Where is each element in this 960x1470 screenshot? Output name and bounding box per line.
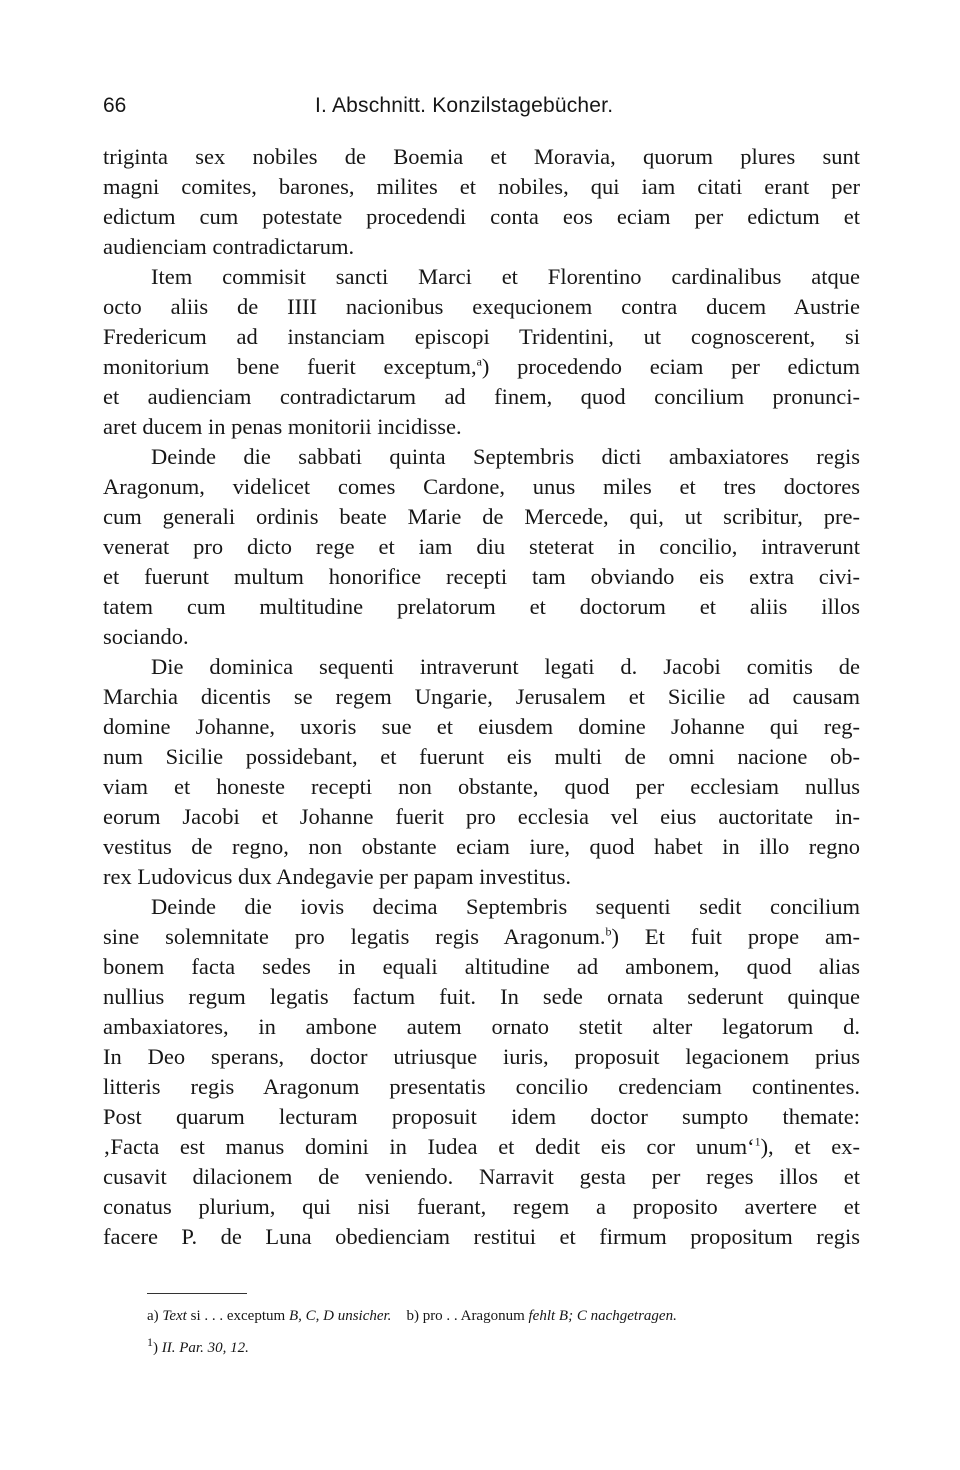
line-text: magni comites, barones, milites et nobiles, qui iam citati erant per	[103, 174, 860, 199]
line-text: octo aliis de IIII nacionibus exequcionem contra ducem Austrie	[103, 294, 860, 319]
footnotes	[147, 1300, 860, 1364]
footnote-a-text: si . . . exceptum	[190, 1308, 286, 1324]
line-text: vestitus de regno, non obstante eciam iure, quod habet in illo regno	[103, 834, 860, 859]
line-text: edictum cum potestate procedendi conta eos eciam per edictum et	[103, 204, 860, 229]
text-line	[103, 1012, 860, 1042]
line-text: Item commisit sancti Marci et Florentino cardinalibus atque	[151, 264, 860, 289]
text-line	[103, 382, 860, 412]
text-line	[103, 682, 860, 712]
line-text: viam et honeste recepti non obstante, quod per ecclesiam nullus	[103, 774, 860, 799]
line-text: sociando.	[103, 624, 189, 649]
line-text: et audienciam contradictarum ad finem, quod concilium pronunci-	[103, 384, 860, 409]
line-text: ‚Facta est manus domini in Iudea et dedit eis cor unum‘	[103, 1134, 755, 1159]
line-text: triginta sex nobiles de Boemia et Moravia, quorum plures sunt	[103, 144, 860, 169]
text-line	[103, 1132, 860, 1162]
footnote-1-reference: II. Par. 30, 12.	[161, 1340, 249, 1356]
line-text: audienciam contradictarum.	[103, 234, 355, 259]
text-line	[103, 802, 860, 832]
body-text	[103, 142, 860, 1252]
footnote-marker: b	[605, 924, 612, 939]
line-text: Deinde die iovis decima Septembris sequenti sedit concilium	[151, 894, 860, 919]
text-line	[103, 772, 860, 802]
line-text: monitorium bene fuerit exceptum,	[103, 354, 477, 379]
line-text: tatem cum multitudine prelatorum et doctorum et aliis illos	[103, 594, 860, 619]
page-number: 66	[103, 94, 127, 117]
text-line	[103, 712, 860, 742]
text-line	[103, 532, 860, 562]
footnote-b-text: pro . . Aragonum	[422, 1308, 525, 1324]
page-header	[103, 86, 860, 126]
text-line	[103, 652, 860, 682]
footnote-marker: 1	[754, 1134, 761, 1149]
line-text: domine Johanne, uxoris sue et eiusdem domine Johanne qui reg-	[103, 714, 860, 739]
line-text: facere P. de Luna obedienciam restitui et firmum propositum regis	[103, 1224, 860, 1249]
line-text: num Sicilie possidebant, et fuerunt eis multi de omni nacione ob-	[103, 744, 860, 769]
line-text: Aragonum, videlicet comes Cardone, unus miles et tres doctores	[103, 474, 860, 499]
text-line	[103, 592, 860, 622]
text-line	[103, 742, 860, 772]
footnote-b-mark: b)	[406, 1308, 419, 1324]
text-line	[103, 1042, 860, 1072]
text-line	[103, 262, 860, 292]
text-line	[103, 202, 860, 232]
text-line	[103, 1072, 860, 1102]
line-text: In Deo sperans, doctor utriusque iuris, proposuit legacionem prius	[103, 1044, 860, 1069]
line-text: bonem facta sedes in equali altitudine ad ambonem, quod alias	[103, 954, 860, 979]
line-text: Post quarum lecturam proposuit idem doctor sumpto themate:	[103, 1104, 860, 1129]
running-head: I. Abschnitt. Konzilstagebücher.	[315, 94, 614, 117]
footnote-1-mark: 1	[147, 1335, 153, 1349]
text-line	[103, 412, 860, 442]
text-line	[103, 322, 860, 352]
line-text: aret ducem in penas monitorii incidisse.	[103, 414, 462, 439]
line-text: litteris regis Aragonum presentatis concilio credenciam continentes.	[103, 1074, 860, 1099]
line-text: cusavit dilacionem de veniendo. Narravit gesta per reges illos et	[103, 1164, 860, 1189]
line-text: venerat pro dicto rege et iam diu steterat in concilio, intraverunt	[103, 534, 860, 559]
line-text: Deinde die sabbati quinta Septembris dicti ambaxiatores regis	[151, 444, 860, 469]
text-line	[103, 562, 860, 592]
footnote-a-note: B, C, D unsicher.	[288, 1308, 392, 1324]
text-line	[103, 922, 860, 952]
footnote-1-paren: )	[153, 1340, 158, 1356]
footnote-b-note: fehlt B; C nachgetragen.	[528, 1308, 677, 1324]
text-line	[103, 982, 860, 1012]
line-text: Die dominica sequenti intraverunt legati d. Jacobi comitis de	[151, 654, 860, 679]
text-line	[103, 292, 860, 322]
line-text: Fredericum ad instanciam episcopi Tridentini, ut cognoscerent, si	[103, 324, 860, 349]
line-text-continued: ) procedendo eciam per edictum	[481, 354, 860, 379]
text-line	[103, 442, 860, 472]
footnote-a-text-label: Text	[162, 1308, 187, 1324]
line-text: ambaxiatores, in ambone autem ornato stetit alter legatorum d.	[103, 1014, 860, 1039]
footnote-a-mark: a)	[147, 1308, 159, 1324]
line-text: nullius regum legatis factum fuit. In sede ornata sederunt quinque	[103, 984, 860, 1009]
line-text-continued: ), et ex-	[760, 1134, 860, 1159]
text-line	[103, 622, 860, 652]
line-text-continued: ) Et fuit prope am-	[611, 924, 860, 949]
text-line	[103, 862, 860, 892]
text-line	[103, 232, 860, 262]
footnote-rule	[147, 1293, 247, 1294]
text-line	[103, 892, 860, 922]
line-text: conatus plurium, qui nisi fuerant, regem a proposito avertere et	[103, 1194, 860, 1219]
line-text: et fuerunt multum honorifice recepti tam obviando eis extra civi-	[103, 564, 860, 589]
line-text: eorum Jacobi et Johanne fuerit pro ecclesia vel eius auctoritate in-	[103, 804, 860, 829]
text-line	[103, 1102, 860, 1132]
line-text: Marchia dicentis se regem Ungarie, Jerusalem et Sicilie ad causam	[103, 684, 860, 709]
text-line	[103, 472, 860, 502]
text-line	[103, 142, 860, 172]
text-line	[103, 1222, 860, 1252]
footnote-1	[147, 1332, 860, 1364]
line-text: rex Ludovicus dux Andegavie per papam investitus.	[103, 864, 572, 889]
text-line	[103, 1162, 860, 1192]
text-line	[103, 1192, 860, 1222]
text-line	[103, 172, 860, 202]
line-text: cum generali ordinis beate Marie de Mercede, qui, ut scribitur, pre-	[103, 504, 860, 529]
text-line	[103, 502, 860, 532]
footnote-a	[147, 1300, 860, 1332]
line-text: sine solemnitate pro legatis regis Aragonum.	[103, 924, 606, 949]
text-line	[103, 352, 860, 382]
text-line	[103, 952, 860, 982]
footnote-marker: a	[476, 354, 482, 369]
text-line	[103, 832, 860, 862]
